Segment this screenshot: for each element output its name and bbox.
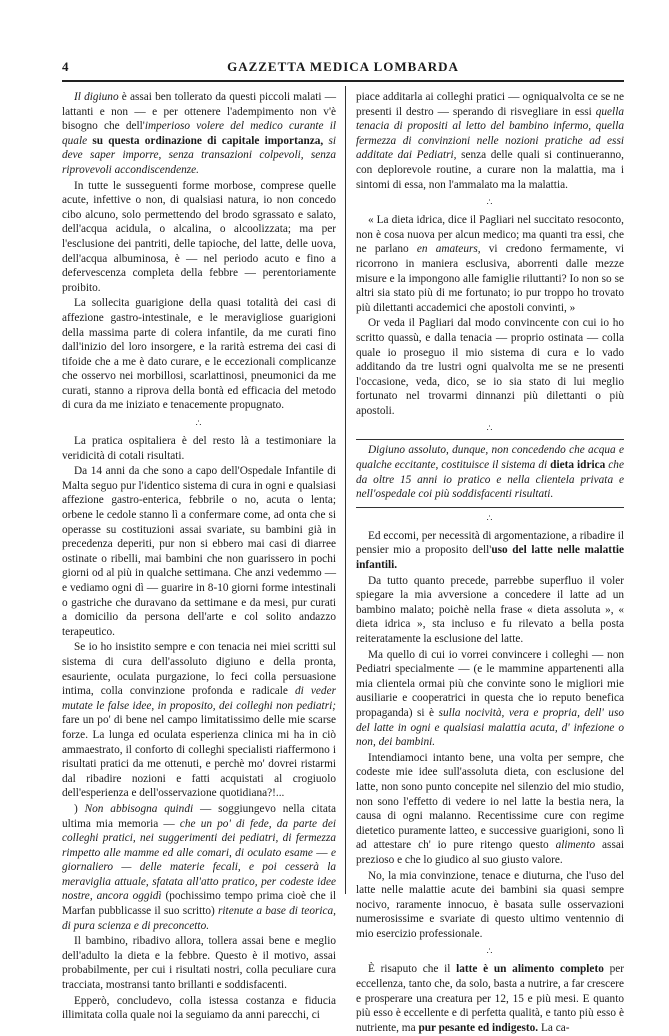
paragraph: Ma quello di cui io vorrei convincere i colleghi — non Pediatri specialmente — (e le mammine appartenenti alla mia clientela ormai più che convinte sono le migliori mie ausiliarie e cooperatrici in questa che io reputo benefica propaganda) si è sulla nocività, vera e propria, dell' uso del latte in ogni e qualsiasi malattia acuta, d' infezione o non, dei bambini. (356, 648, 624, 749)
paragraph: Intendiamoci intanto bene, una volta per sempre, che codeste mie idee sull'assoluta dieta, con esclusione del latte, non sono punto concepite nel silenzio del mio studio, non sono l'effetto di vedere io nel latte la bestia nera, la causa di ogni malanno. Recentissime cure con regime dietetico puramente latteo, e successive guarigioni, sono lì ad attestare ch' io pure ritengo questo alimento assai prezioso e che lo giudico al suo giusto valore. (356, 751, 624, 866)
quote-paragraph: « La dieta idrica, dice il Pagliari nel succitato resoconto, non è cosa nuova per alcun medico; ma quanti tra essi, che ne parlano en amateurs, vi credono fermamente, vi ricorrono in maniera esclusiva, aborrenti dalle mezze misure e la impongono alle famiglie riluttanti? Io non so se altri sia stato più di me fortunato; io pur troppo ho trovato più dilettanti accademici che apostoli convinti, » (356, 214, 624, 314)
paragraph: Da tutto quanto precede, parrebbe superfluo il voler spiegare la mia avversione a concedere il latte ad un bambino malato; poichè nella frase « dieta assoluta », « dieta idrica », sta incluso e fu rilevato a bella posta reiteratamente la esclusione del latte. (356, 574, 624, 645)
paragraph: È risaputo che il latte è un alimento completo per eccellenza, tanto che, da solo, basta a nutrire, a far crescere e prosperare una creatura per 12, 15 e più mesi. E quanto più esso è eccellente e di perfetta qualità, e tanto più esso è nutriente, ma pur pesante ed indigesto. La ca- (356, 963, 625, 1034)
paragraph: Ed eccomi, per necessità di argomentazione, a ribadire il pensier mio a proposito dell'uso del latte nelle malattie infantili. (356, 529, 624, 572)
paragraph: Da 14 anni da che sono a capo dell'Ospedale Infantile di Malta seguo pur l'identico sistema di cura in ogni e qualsiasi affezione gastro-enterica, febbrile o no, acuta o lenta; orbene le cedole stanno lì a confermare come, ad onta che si operasse su costituzioni assai svariate, su bambini già in precedenza deperiti, pur non si ebbero mai casi di diarree ostinate o ribelli, mai bambini che non guarissero in pochi giorni od al più in qualche settimana. Che anzi vedemmo — e vediamo ogni dì — guarire in 8-10 giorni forme intestinali o gastriche che duravano da settimane e da mesi, pur curati a domicilio da persona dell'arte e col solito andazzo terapeutico. (62, 465, 336, 638)
paragraph: La pratica ospitaliera è del resto là a testimoniare la veridicità di cotali risultati. (62, 435, 336, 462)
paragraph: ) Non abbisogna quindi — soggiungevo nella citata ultima mia memoria — che un po' di fede, da parte dei colleghi pratici, nei suggerimenti dei pediatri, di fermezza rimpetto alle mamme ed alle comari, di oculato esame — e giornaliero — delle materie fecali, e poi cesserà la meraviglia attuale, sfatata all'atto pratico, per codeste idee nostre, ancora oggidì (pochissimo tempo prima cioè che il Marfan pubblicasse il suo scritto) ritenute a base di teorica, di pura scienza e di preconcetto. (62, 802, 337, 932)
section-ornament: ∴ (195, 418, 203, 429)
paragraph: Il bambino, ribadivo allora, tollera assai bene e meglio dell'adulto la dieta e la febbre. Questo è il motivo, assai probabilmente, per cui i risultati nostri, colla peculiare cura tracciata, mostransi tanto brillanti e soddisfacenti. (62, 935, 336, 992)
column-divider (345, 86, 346, 894)
section-ornament: ∴ (486, 512, 494, 523)
header-rule (62, 80, 624, 82)
right-column (356, 90, 624, 1036)
paragraph: Il digiuno è assai ben tollerato da questi piccoli malati — lattanti e non — e per ottenere l'adempimento non v'è bisogno che dell'imperioso volere del medico curante il quale su questa ordinazione di capitale importanza, si deve saper imporre, senza transazioni colpevoli, senza riprovevoli accondiscendenze. (62, 91, 337, 176)
running-header (62, 59, 624, 79)
journal-title: GAZZETTA MEDICA LOMBARDA (227, 59, 459, 74)
paragraph: Or veda il Pagliari dal modo convincente con cui io ho scritto quassù, e dalla tenacia — proprio ostinata — colla quale io proseguo il mio sistema di cura e lo vado additando da tre lustri ogni qualvolta me se ne presenti l'occasione, veda, dico, se io sia stato di lui meglio fortunato nel trovarmi dinnanzi più dilettanti o più apostoli. (356, 317, 624, 417)
paragraph: Se io ho insistito sempre e con tenacia nei miei scritti sul sistema di cura dell'assoluto digiuno e della pronta, esauriente, oculata purgazione, lo feci colla persuasione intima, colla convinzione profonda e radicale di veder mutate le false idee, in proposito, dei colleghi non pediatri; fare un po' di bene nel campo limitatissimo delle mie scarse forze. La lunga ed oculata esperienza clinica mi ha in ciò ammaestrato, il conforto di colleghi specialisti riaffermono i risultati pratici da me ottenuti, e perchè mo' dovrei ristarmi dal ribadire nozioni e fatti acquistati al crogiuolo dell'esperienza e dell'osservazione quotidiana?!... (62, 641, 336, 800)
paragraph: piace additarla ai colleghi pratici — ogniqualvolta ce se ne presenti il destro — sperando di risvegliare in essi quella tenacia di propositi al letto del bambino infermo, quella fermezza di convinzioni nelle nozioni pratiche ad essi additate dai Pediatri, senza delle quali si continueranno, con deplorevole routine, a curare non la malattia, ma i sintomi di essa, non l'ammalato ma la malattia. (356, 91, 624, 191)
paragraph: In tutte le susseguenti forme morbose, comprese quelle acute, infettive o non, di qualsiasi natura, io non concedo cibo alcuno, solo permettendo del brodo sgrassato e salato, dell'acqua acidula, o alcalina, o alcoolizzata; ma per l'esclusione dei pantriti, delle tapioche, del latte, delle uova, dell'acqua albuminosa, è — nel periodo acuto e fino a defervescenza completa della febbre — perentoriamente proibito. (62, 179, 336, 294)
paragraph: La sollecita guarigione della quasi totalità dei casi di affezione gastro-intestinale, e le meravigliose guarigioni della massima parte di colera infantile, da me curati fino dall'inizio del loro insorgere, e la rarità estrema dei casi di tifoide che a me è dato curare, e le eccezionali complicanze che osservo nei morbillosi, scarlattinosi, pneumonici da me curati, stanno a riprova della bontà ed efficacia del metodo di cura da me iniziato e tenacemente propugnato. (62, 297, 336, 412)
page-number: 4 (62, 59, 69, 74)
left-column (62, 90, 336, 1024)
section-ornament: ∴ (486, 423, 494, 434)
paragraph: Digiuno assoluto, dunque, non concedendo che acqua e qualche eccitante, costituisce il sistema di dieta idrica che da oltre 15 anni io pratico e nella clientela privata e nell'ospedale coi più soddisfacenti risultati. (356, 444, 624, 501)
section-ornament: ∴ (486, 197, 494, 208)
paragraph: Epperò, concludevo, colla istessa costanza e fiducia illimitata colla quale noi la seguiamo da anni parecchi, ci (62, 994, 336, 1022)
boxed-statement (356, 439, 624, 507)
section-ornament: ∴ (486, 946, 494, 957)
paragraph: No, la mia convinzione, tenace e diuturna, che l'uso del latte nelle malattie acute dei bambini sia quasi sempre nocivo, raramente innocuo, è basata sulle osservazioni numerosissime e svariate di questo ultimo ventennio di mio esercizio professionale. (356, 869, 624, 940)
